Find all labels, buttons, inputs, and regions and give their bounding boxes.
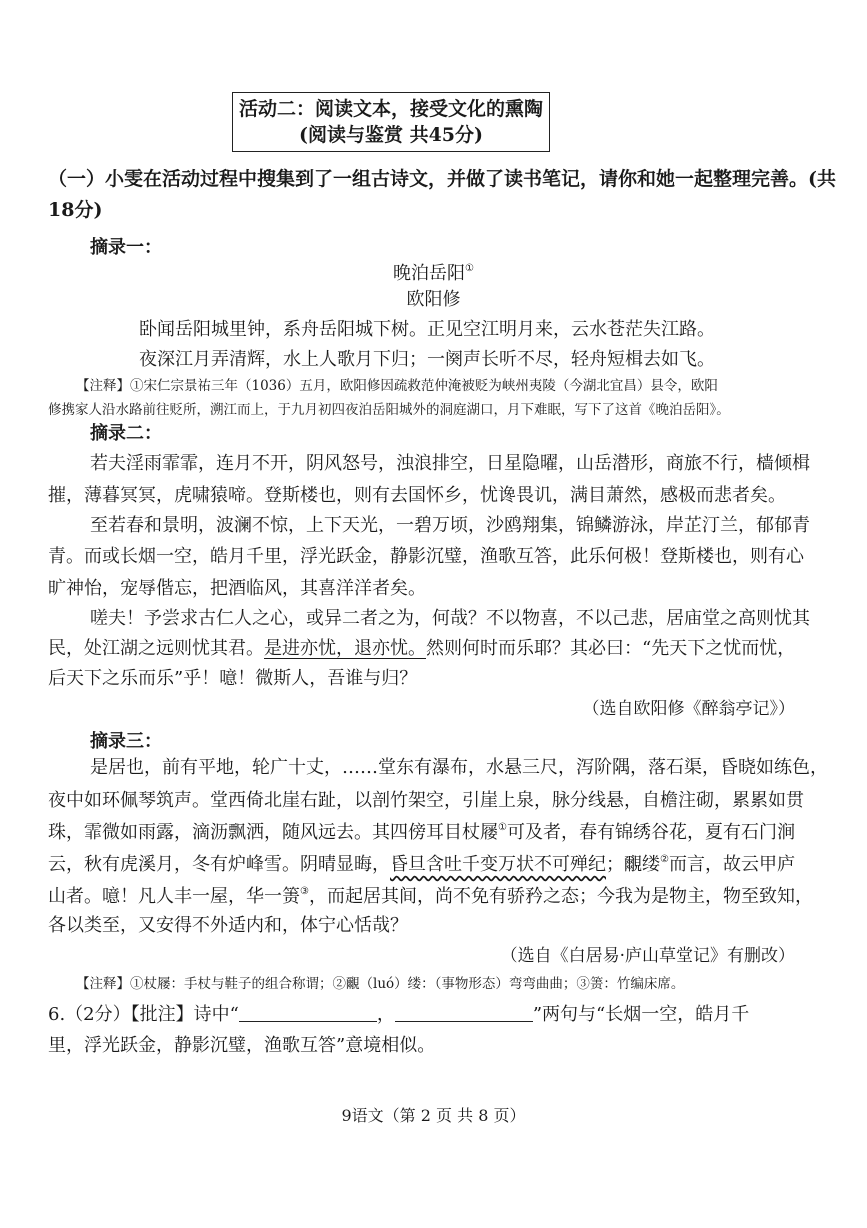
- excerpt2-p3-line2-a: 民，处江湖之远则忧其君。: [48, 638, 264, 659]
- excerpt3-line5: [48, 882, 813, 908]
- excerpt3-line4-c: ；覼缕: [606, 854, 660, 875]
- poem-title: [0, 259, 867, 285]
- excerpt3-note: 【注释】①杖屦：手杖与鞋子的组合称谓；②覼（luó）缕：（事物形态）弯弯曲曲；③箦：竹编床席。: [76, 976, 685, 992]
- answer-blank-2[interactable]: [395, 1003, 533, 1022]
- excerpt3-line5-a: 山者。噫！凡人丰一屋，华一箦: [48, 886, 300, 907]
- question-6-line1: [48, 1000, 749, 1026]
- section-intro-line1: （一）小雯在活动过程中搜集到了一组古诗文，并做了读书笔记，请你和她一起整理完善。(共: [48, 168, 836, 190]
- excerpt2-p3-line1: 嗟夫！予尝求古仁人之心，或异二者之为，何哉？不以物喜，不以己悲，居庙堂之高则忧其: [90, 608, 810, 629]
- excerpt2-p1-line1: 若夫淫雨霏霏，连月不开，阴风怒号，浊浪排空，日星隐曜，山岳潜形，商旅不行，樯倾楫: [90, 453, 810, 474]
- note-mark-3: ③: [300, 886, 309, 897]
- excerpt1-label: 摘录一：: [90, 237, 162, 258]
- excerpt3-label: 摘录三：: [90, 731, 162, 752]
- question-6-line1-c: ”两句与“长烟一空，皓月千: [532, 1004, 750, 1025]
- excerpt3-line4: [48, 850, 795, 876]
- excerpt3-line2: 夜中如环佩琴筑声。堂西倚北崖右趾，以剖竹架空，引崖上泉，脉分线悬，自檐注砌，累累如贯: [48, 790, 804, 811]
- question-6-line1-a: 6.（2分）【批注】诗中“: [48, 1004, 239, 1025]
- question-6-line2: 里，浮光跃金，静影沉璧，渔歌互答”意境相似。: [48, 1035, 436, 1056]
- underlined-phrase: 是进亦忧，退亦忧。: [264, 638, 426, 659]
- excerpt1-note-line1: 【注释】①宋仁宗景祐三年（1036）五月，欧阳修因疏救范仲淹被贬为峡州夷陵（今湖北宜昌）县令，欧阳: [76, 378, 718, 394]
- activity-title-box: [232, 92, 550, 152]
- excerpt3-line3-a: 珠，霏微如雨露，滴沥飘洒，随风远去。其四傍耳目杖屦: [48, 822, 498, 843]
- note-mark-2: ②: [660, 854, 669, 865]
- poem-title-text: 晚泊岳阳: [393, 263, 466, 284]
- excerpt2-p3-line3: 后天下之乐而乐”乎！噫！微斯人，吾谁与归？: [48, 668, 418, 689]
- excerpt3-line4-d: 而言，故云甲庐: [668, 854, 795, 875]
- excerpt2-p2-line2: 青。而或长烟一空，皓月千里，浮光跃金，静影沉璧，渔歌互答，此乐何极！登斯楼也，则有心: [48, 546, 804, 567]
- excerpt1-note-line2: 修携家人沿水路前往贬所，溯江而上，于九月初四夜泊岳阳城外的洞庭湖口，月下难眠，写下了这首《晚泊岳阳》。: [48, 402, 730, 418]
- poem-title-note-mark: ①: [465, 263, 474, 274]
- excerpt2-p1-line2: 摧，薄暮冥冥，虎啸猿啼。登斯楼也，则有去国怀乡，忧谗畏讥，满目萧然，感极而悲者矣。: [48, 485, 786, 506]
- excerpt3-line6: 各以类至，又安得不外适内和，体宁心恬哉？: [48, 915, 408, 936]
- page-footer: 9语文（第 2 页 共 8 页）: [341, 1106, 526, 1125]
- excerpt2-p2-line3: 旷神怡，宠辱偕忘，把酒临风，其喜洋洋者矣。: [48, 578, 426, 599]
- note-mark-1: ①: [498, 822, 507, 833]
- answer-blank-1[interactable]: [239, 1003, 377, 1022]
- excerpt3-line5-b: ，而起居其间，尚不免有骄矜之态；今我为是物主，物至致知，: [308, 886, 813, 907]
- excerpt2-label: 摘录二：: [90, 423, 162, 444]
- excerpt2-p2-line1: 至若春和景明，波澜不惊，上下天光，一碧万顷，沙鸥翔集，锦鳞游泳，岸芷汀兰，郁郁青: [90, 515, 810, 536]
- excerpt2-p3-line2-c: 然则何时而乐耶？其必曰：“先天下之忧而忧，: [426, 638, 796, 659]
- wavy-underlined-phrase: 昏旦含吐千变万状不可殚纪: [390, 854, 606, 875]
- activity-title: 活动二：阅读文本，接受文化的熏陶: [238, 98, 543, 120]
- poem-author: 欧阳修: [406, 289, 461, 310]
- excerpt3-line1: 是居也，前有平地，轮广十丈，……堂东有瀑布，水悬三尺，泻阶隅，落石渠，昏晓如练色，: [90, 757, 828, 778]
- excerpt3-line4-a: 云，秋有虎溪月，冬有炉峰雪。阴晴显晦，: [48, 854, 390, 875]
- excerpt2-source: （选自欧阳修《醉翁亭记》）: [582, 699, 795, 719]
- excerpt3-line3: [48, 818, 795, 844]
- question-6-comma: ，: [376, 1004, 395, 1025]
- section-intro-line2: 18分): [48, 199, 103, 221]
- poem-line-2: 夜深江月弄清辉，水上人歌月下归；一阕声长听不尽，轻舟短楫去如飞。: [139, 349, 715, 370]
- excerpt3-source: （选自《白居易·庐山草堂记》有删改）: [500, 946, 795, 966]
- poem-line-1: 卧闻岳阳城里钟，系舟岳阳城下树。正见空江明月来，云水苍茫失江路。: [139, 319, 715, 340]
- excerpt2-p3-line2: [48, 634, 795, 660]
- excerpt3-line3-b: 可及者，春有锦绣谷花，夏有石门涧: [506, 822, 795, 843]
- activity-subtitle: (阅读与鉴赏 共45分): [298, 124, 484, 146]
